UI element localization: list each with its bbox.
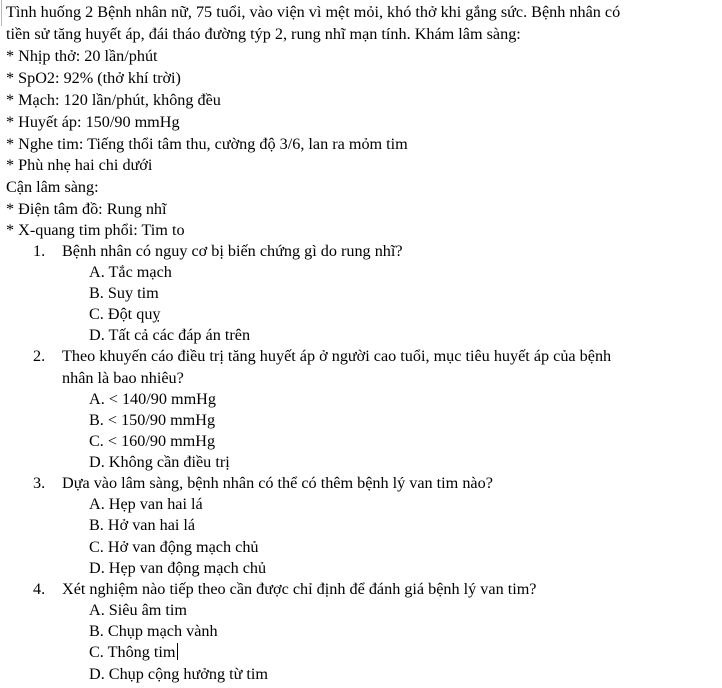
question-1-option-c: C. Đột quỵ <box>89 305 161 323</box>
exam-item-spo2: * SpO2: 92% (thở khí trời) <box>6 69 181 87</box>
question-4-text: Xét nghiệm nào tiếp theo cần được chỉ định để đánh giá bệnh lý van tim? <box>62 580 537 598</box>
question-4-option-c-row <box>89 642 178 663</box>
question-4-number: 4. <box>33 580 46 598</box>
labs-heading: Cận lâm sàng: <box>6 178 99 196</box>
question-2-option-d: D. Không cần điều trị <box>89 453 230 471</box>
question-3-option-b: B. Hở van hai lá <box>89 516 196 534</box>
case-intro-line-1: Tình huống 2 Bệnh nhân nữ, 75 tuổi, vào viện vì mệt mỏi, khó thở khi gắng sức. Bệnh nhân có <box>6 3 621 21</box>
question-1-number: 1. <box>33 242 46 260</box>
question-1-option-a: A. Tắc mạch <box>89 263 172 281</box>
exam-item-edema: * Phù nhẹ hai chi dưới <box>6 156 153 174</box>
question-3-number: 3. <box>33 474 46 492</box>
question-1-option-b: B. Suy tim <box>89 284 159 302</box>
question-4-option-c: C. Thông tim <box>89 643 176 661</box>
lab-item-xray: * X-quang tim phổi: Tim to <box>6 221 185 239</box>
question-2-number: 2. <box>33 347 46 365</box>
exam-item-pulse: * Mạch: 120 lần/phút, không đều <box>6 91 221 109</box>
margin-rule <box>1 0 2 26</box>
question-1-text: Bệnh nhân có nguy cơ bị biến chứng gì do rung nhĩ? <box>62 242 403 260</box>
question-1-option-d: D. Tất cả các đáp án trên <box>89 326 251 344</box>
cut-off-next-line <box>0 682 722 688</box>
question-3-option-a: A. Hẹp van hai lá <box>89 495 203 513</box>
question-4-option-d: D. Chụp cộng hưởng từ tim <box>89 665 268 683</box>
exam-item-respiratory-rate: * Nhịp thở: 20 lần/phút <box>6 47 158 65</box>
lab-item-ecg: * Điện tâm đồ: Rung nhĩ <box>6 200 167 218</box>
question-4-option-b: B. Chụp mạch vành <box>89 622 218 640</box>
question-2-option-c: C. < 160/90 mmHg <box>89 432 216 450</box>
exam-item-blood-pressure: * Huyết áp: 150/90 mmHg <box>6 113 180 131</box>
exam-item-heart-auscultation: * Nghe tim: Tiếng thổi tâm thu, cường độ 3/6, lan ra mỏm tim <box>6 135 408 153</box>
question-2-option-b: B. < 150/90 mmHg <box>89 411 216 429</box>
question-4-option-a: A. Siêu âm tim <box>89 601 188 619</box>
text-cursor <box>177 643 178 660</box>
question-2-text-line-2: nhân là bao nhiêu? <box>62 369 184 387</box>
question-3-option-d: D. Hẹp van động mạch chủ <box>89 559 267 577</box>
question-3-option-c: C. Hở van động mạch chủ <box>89 538 259 556</box>
case-intro-line-2: tiền sử tăng huyết áp, đái tháo đường týp 2, rung nhĩ mạn tính. Khám lâm sàng: <box>6 25 521 43</box>
question-2-text-line-1: Theo khuyến cáo điều trị tăng huyết áp ở người cao tuổi, mục tiêu huyết áp của bệnh <box>62 347 612 365</box>
question-3-text: Dựa vào lâm sàng, bệnh nhân có thể có thêm bệnh lý van tim nào? <box>62 474 493 492</box>
question-2-option-a: A. < 140/90 mmHg <box>89 390 216 408</box>
